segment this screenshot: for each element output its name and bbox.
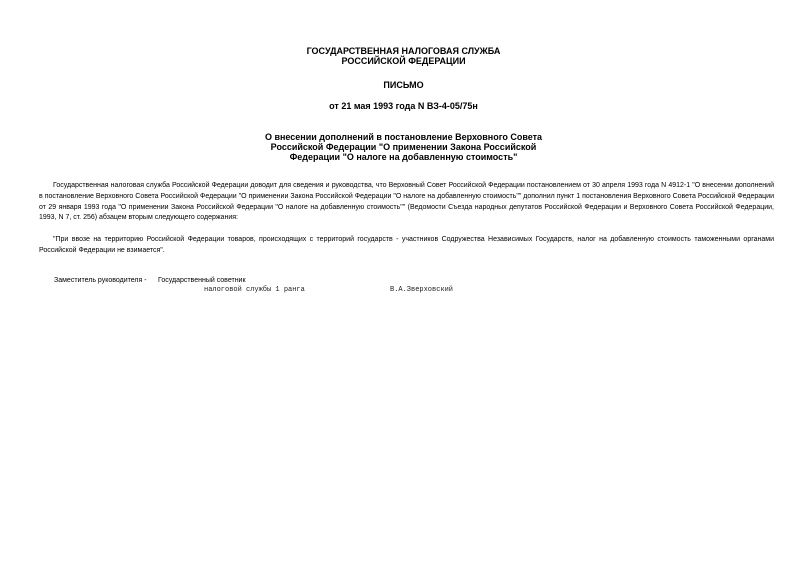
document-number xyxy=(0,101,807,111)
signatory-rank-line-1: Государственный советник xyxy=(158,277,246,284)
signatory-rank-line-2: налоговой службы 1 ранга xyxy=(204,286,305,294)
body-paragraph-1: Государственная налоговая служба Российской Федерации доводит для сведения и руководства, что Верховный Совет Российской Федерации постановлением от 30 апреля 1993 года N 4912-1 "О внесении дополнений в постановление Верховного Совета Российской Федерации "О применении Закона Российской Федерации "О налоге на добавленную стоимость"" дополнил пункт 1 постановления Верховного Совета Российской Федерации от 29 января 1993 года "О применении Закона Российской Федерации "О налоге на добавленную стоимость"" (Ведомости Съезда народных депутатов Российской Федерации и Верховного Совета Российской Федерации, 1993, N 7, ст. 256) абзацем вторым следующего содержания: xyxy=(39,182,774,222)
signatory-name: В.А.Зверховский xyxy=(390,286,454,294)
document-type-label: ПИСЬМО xyxy=(383,80,424,90)
subject-line-2: Российской Федерации "О применении Закона Российской xyxy=(270,142,537,152)
document-subject xyxy=(0,132,807,162)
issuing-organization xyxy=(0,46,807,66)
org-line-1: ГОСУДАРСТВЕННАЯ НАЛОГОВАЯ СЛУЖБА xyxy=(306,46,501,56)
document-number-label: от 21 мая 1993 года N ВЗ-4-05/75н xyxy=(329,101,478,111)
subject-line-1: О внесении дополнений в постановление Верховного Совета xyxy=(264,132,543,142)
signatory-position: Заместитель руководителя - xyxy=(54,277,147,284)
body-paragraph-2: "При ввозе на территорию Российской Федерации товаров, происходящих с территорий государств - участников Содружества Независимых Государств, налог на добавленную стоимость таможенными органами Российской Федерации не взимается". xyxy=(39,236,774,254)
document-type xyxy=(0,80,807,90)
org-line-2: РОССИЙСКОЙ ФЕДЕРАЦИИ xyxy=(341,56,466,66)
subject-line-3: Федерации "О налоге на добавленную стоимость" xyxy=(289,152,518,162)
